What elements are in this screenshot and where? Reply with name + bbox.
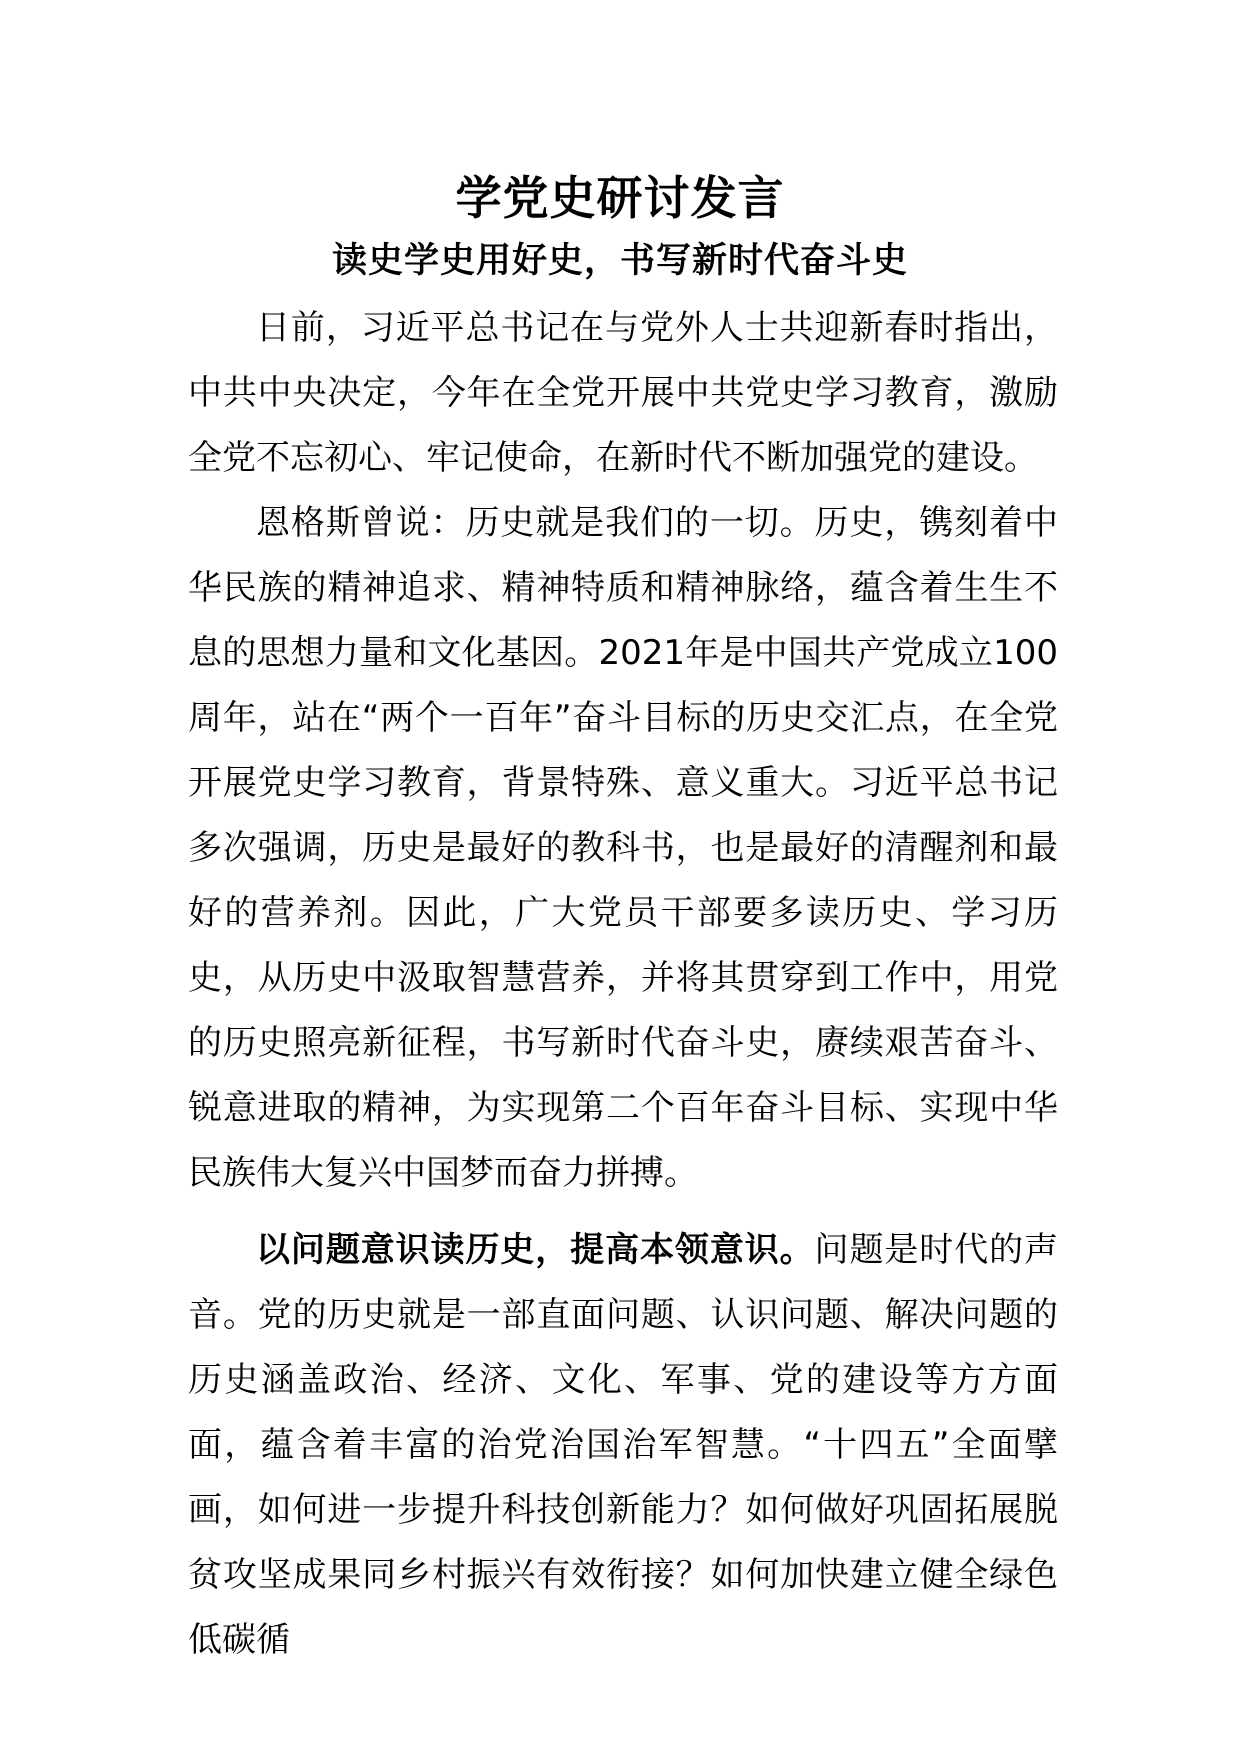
document-body bbox=[188, 296, 1058, 1673]
paragraph-text: 问题是时代的声音。党的历史就是一部直面问题、认识问题、解决问题的历史涵盖政治、经济、文化、军事、党的建设等方方面面，蕴含着丰富的治党治国治军智慧。“十四五”全面擘画，如何进一步提升科技创新能力？如何做好巩固拓展脱贫攻坚成果同乡村振兴有效衔接？如何加快建立健全绿色低碳循 bbox=[188, 1230, 1059, 1660]
document-subtitle: 读史学史用好史，书写新时代奋斗史 bbox=[331, 241, 908, 281]
paragraph bbox=[188, 1218, 1058, 1673]
paragraph-text: 恩格斯曾说：历史就是我们的一切。历史，镌刻着中华民族的精神追求、精神特质和精神脉络，蕴含着生生不息的思想力量和文化基因。2021年是中国共产党成立100周年，站在“两个一百年”奋斗目标的历史交汇点，在全党开展党史学习教育，背景特殊、意义重大。习近平总书记多次强调，历史是最好的教科书，也是最好的清醒剂和最好的营养剂。因此，广大党员干部要多读历史、学习历史，从历史中汲取智慧营养，并将其贯穿到工作中，用党的历史照亮新征程，书写新时代奋斗史，赓续艰苦奋斗、锐意进取的精神，为实现第二个百年奋斗目标、实现中华民族伟大复兴中国梦而奋力拼搏。 bbox=[188, 503, 1058, 1193]
document-title: 学党史研讨发言 bbox=[455, 171, 785, 225]
paragraph-lead-heading: 以问题意识读历史，提高本领意识。 bbox=[256, 1230, 815, 1270]
paragraph bbox=[188, 296, 1058, 491]
paragraph-text: 日前，习近平总书记在与党外人士共迎新春时指出，中共中央决定，今年在全党开展中共党史学习教育，激励全党不忘初心、牢记使命，在新时代不断加强党的建设。 bbox=[188, 308, 1058, 478]
paragraph bbox=[188, 491, 1058, 1206]
